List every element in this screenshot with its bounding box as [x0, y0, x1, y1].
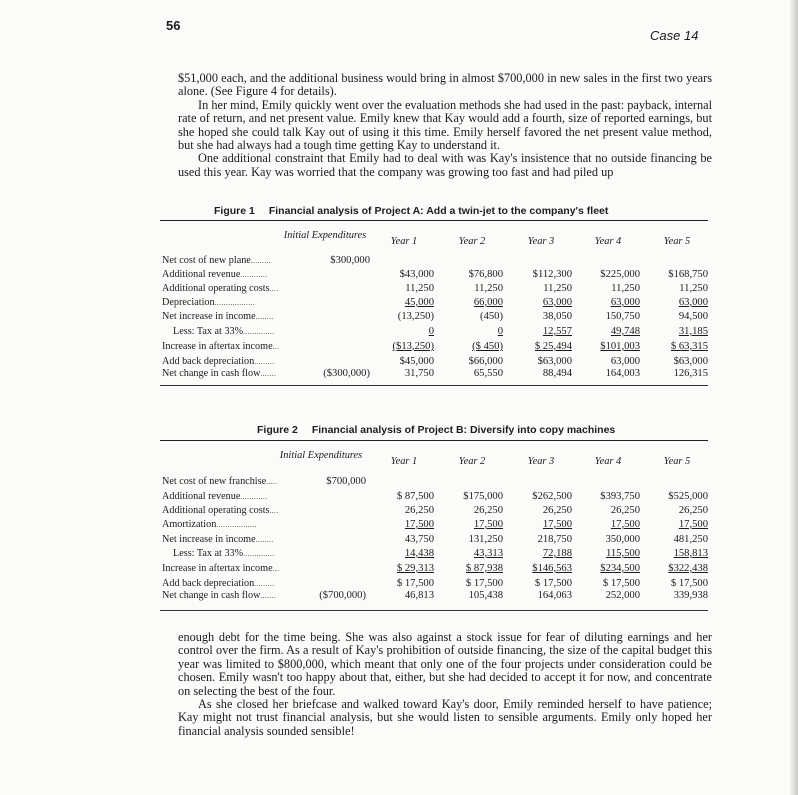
table-cell: $322,438: [668, 563, 708, 574]
table-cell: $ 17,500: [670, 578, 708, 589]
paragraph: One additional constraint that Emily had to deal with was Kay's insistence that no outside financing be used this year. Kay was worried that the company was growing too fast and had piled up: [178, 151, 712, 179]
column-header: Year 5: [663, 456, 691, 467]
table-cell: 339,938: [673, 590, 708, 601]
row-label: Amortization..................: [162, 519, 257, 530]
table-cell: 49,748: [610, 326, 640, 337]
table-cell: 63,000: [678, 297, 708, 308]
table-cell: 164,063: [537, 590, 572, 601]
table-cell: 158,813: [673, 548, 708, 559]
column-header: Initial Expenditures: [279, 450, 363, 461]
table-cell: $393,750: [600, 491, 640, 502]
table-cell: 150,750: [605, 311, 640, 322]
dot-leader: ...: [272, 343, 280, 351]
table-cell: ($ 450): [472, 341, 503, 352]
column-header: Year 3: [527, 456, 555, 467]
dot-leader: ..............: [243, 328, 275, 336]
dot-leader: ..................: [216, 521, 257, 529]
table-cell: $ 87,938: [465, 563, 503, 574]
table-cell: $262,500: [532, 491, 572, 502]
table-cell: $ 17,500: [465, 578, 503, 589]
table-cell: 26,250: [610, 505, 640, 516]
table-cell: $45,000: [399, 356, 434, 367]
table-cell: $700,000: [326, 476, 366, 487]
table-cell: 94,500: [678, 311, 708, 322]
table-cell: $ 17,500: [396, 578, 434, 589]
row-label: Net cost of new franchise.....: [162, 476, 278, 487]
table-cell: (13,250): [397, 311, 434, 322]
dot-leader: .........: [250, 257, 272, 265]
table-cell: 131,250: [468, 534, 503, 545]
table-cell: 17,500: [610, 519, 640, 530]
table-cell: $ 63,315: [670, 341, 708, 352]
row-label: Net increase in income........: [162, 311, 274, 322]
table-cell: 26,250: [542, 505, 572, 516]
table-cell: 12,557: [542, 326, 572, 337]
row-label: Increase in aftertax income...: [162, 341, 280, 352]
dot-leader: ........: [255, 313, 274, 321]
table-cell: 46,813: [404, 590, 434, 601]
table-cell: 66,000: [473, 297, 503, 308]
dot-leader: .........: [254, 580, 275, 588]
text-top: [178, 72, 712, 179]
table-cell: 26,250: [473, 505, 503, 516]
case-label: Case 14: [650, 28, 699, 43]
dot-leader: ...: [272, 565, 280, 573]
figure1-top-rule: [160, 220, 708, 221]
row-label: Additional revenue............: [162, 269, 268, 280]
table-cell: 38,050: [542, 311, 572, 322]
row-label: Less: Tax at 33%..............: [173, 326, 275, 337]
table-cell: 65,550: [473, 368, 503, 379]
table-cell: ($13,250): [392, 341, 434, 352]
table-cell: 11,250: [679, 283, 708, 294]
column-header: Year 4: [594, 456, 622, 467]
dot-leader: ..................: [214, 299, 256, 307]
table-cell: 31,750: [404, 368, 434, 379]
row-label: Add back depreciation.........: [162, 578, 275, 589]
table-cell: 17,500: [678, 519, 708, 530]
table-cell: $ 17,500: [534, 578, 572, 589]
row-label: Less: Tax at 33%..............: [173, 548, 275, 559]
row-label: Depreciation..................: [162, 297, 256, 308]
row-label: Increase in aftertax income...: [162, 563, 280, 574]
page-edge-shadow: [790, 0, 798, 795]
column-header: Year 1: [390, 456, 418, 467]
table-cell: 26,250: [404, 505, 434, 516]
table-cell: $101,003: [600, 341, 640, 352]
dot-leader: ............: [240, 493, 268, 501]
table-cell: $ 87,500: [396, 491, 434, 502]
table-cell: 26,250: [678, 505, 708, 516]
table-cell: $76,800: [468, 269, 503, 280]
table-cell: $525,000: [668, 491, 708, 502]
column-header: Year 2: [458, 236, 486, 247]
table-cell: 0: [428, 326, 434, 337]
column-header: Year 4: [594, 236, 622, 247]
table-cell: $225,000: [600, 269, 640, 280]
row-label: Add back depreciation.........: [162, 356, 275, 367]
text-bottom: [178, 631, 712, 738]
row-label: Net change in cash flow.......: [162, 590, 277, 601]
row-label: Additional operating costs....: [162, 505, 279, 516]
table-cell: 252,000: [605, 590, 640, 601]
table-cell: 11,250: [543, 283, 572, 294]
table-cell: 88,494: [542, 368, 572, 379]
figure2-caption: Financial analysis of Project B: Diversify into copy machines: [311, 424, 616, 436]
table-cell: ($700,000): [319, 590, 366, 601]
table-cell: 11,250: [474, 283, 503, 294]
row-label: Net cost of new plane.........: [162, 255, 272, 266]
dot-leader: ............: [240, 271, 268, 279]
column-header: Initial Expenditures: [283, 230, 367, 241]
column-header: Year 3: [527, 236, 555, 247]
table-cell: 43,750: [404, 534, 434, 545]
table-cell: $112,300: [532, 269, 572, 280]
column-header: Year 5: [663, 236, 691, 247]
paragraph: enough debt for the time being. She was also against a stock issue for fear of diluting earnings and her control over the firm. As a result of Kay's prohibition of outside financing, the size of the capital budget this year was limited to $800,000, which meant that only one of the four projects under consideration could be chosen. Emily wasn't too happy about that, either, but she had decided to accept it for now, and concentrate on selecting the best of the four.: [178, 630, 712, 698]
figure2-label: Figure 2: [257, 424, 298, 436]
table-cell: $63,000: [537, 356, 572, 367]
table-cell: 164,003: [605, 368, 640, 379]
dot-leader: .....: [266, 478, 278, 486]
table-cell: 17,500: [542, 519, 572, 530]
figure1-title: [214, 205, 608, 217]
table-cell: ($300,000): [323, 368, 370, 379]
table-cell: 115,500: [605, 548, 640, 559]
figure2-top-rule: [160, 440, 708, 441]
figure1-label: Figure 1: [214, 205, 255, 217]
table-cell: 72,188: [542, 548, 572, 559]
table-cell: 63,000: [610, 297, 640, 308]
row-label: Additional revenue............: [162, 491, 268, 502]
row-label: Additional operating costs....: [162, 283, 279, 294]
dot-leader: ........: [255, 536, 274, 544]
table-cell: $ 25,494: [534, 341, 572, 352]
figure2-title: [257, 424, 615, 436]
table-cell: 105,438: [468, 590, 503, 601]
paragraph: As she closed her briefcase and walked toward Kay's door, Emily reminded herself to have patience; Kay might not trust financial analysis, but she would listen to sensible arguments. Emily only hoped her financial analysis sounded sensible!: [178, 697, 712, 738]
table-cell: 350,000: [605, 534, 640, 545]
dot-leader: ....: [269, 507, 279, 515]
table-cell: 218,750: [537, 534, 572, 545]
table-cell: 45,000: [404, 297, 434, 308]
column-header: Year 2: [458, 456, 486, 467]
dot-leader: ..............: [243, 550, 275, 558]
table-cell: (450): [480, 311, 503, 322]
table-cell: $ 17,500: [602, 578, 640, 589]
page-number: 56: [166, 18, 181, 33]
dot-leader: .......: [260, 370, 277, 378]
table-cell: $43,000: [399, 269, 434, 280]
table-cell: $66,000: [468, 356, 503, 367]
dot-leader: ....: [269, 285, 279, 293]
table-cell: 481,250: [673, 534, 708, 545]
table-cell: 17,500: [404, 519, 434, 530]
table-cell: $300,000: [330, 255, 370, 266]
table-cell: $234,500: [600, 563, 640, 574]
figure2-bottom-rule: [160, 610, 708, 611]
table-cell: $175,000: [463, 491, 503, 502]
table-cell: 11,250: [405, 283, 434, 294]
table-cell: 63,000: [542, 297, 572, 308]
dot-leader: .......: [260, 592, 277, 600]
column-header: Year 1: [390, 236, 418, 247]
table-cell: $146,563: [532, 563, 572, 574]
table-cell: 126,315: [673, 368, 708, 379]
figure1-bottom-rule: [160, 385, 708, 386]
row-label: Net change in cash flow.......: [162, 368, 277, 379]
table-cell: $63,000: [673, 356, 708, 367]
table-cell: 17,500: [473, 519, 503, 530]
table-cell: $168,750: [668, 269, 708, 280]
dot-leader: .........: [254, 358, 275, 366]
paragraph: In her mind, Emily quickly went over the evaluation methods she had used in the past: payback, internal rate of return, and net present value. Emily knew that Kay would add a fourth, size of reported earnings, but she hoped she could talk Kay out of using it this time. Emily herself favored the net present value method, but she had always had a tough time getting Kay to understand it.: [178, 97, 712, 153]
table-cell: 11,250: [611, 283, 640, 294]
table-cell: 43,313: [473, 548, 503, 559]
table-cell: 14,438: [404, 548, 434, 559]
table-cell: $ 29,313: [396, 563, 434, 574]
figure1-caption: Financial analysis of Project A: Add a twin-jet to the company's fleet: [268, 205, 609, 217]
table-cell: 0: [497, 326, 503, 337]
table-cell: 63,000: [610, 356, 640, 367]
row-label: Net increase in income........: [162, 534, 274, 545]
paragraph: $51,000 each, and the additional business would bring in almost $700,000 in new sales in the first two years alone. (See Figure 4 for details).: [178, 71, 712, 99]
table-cell: 31,185: [678, 326, 708, 337]
